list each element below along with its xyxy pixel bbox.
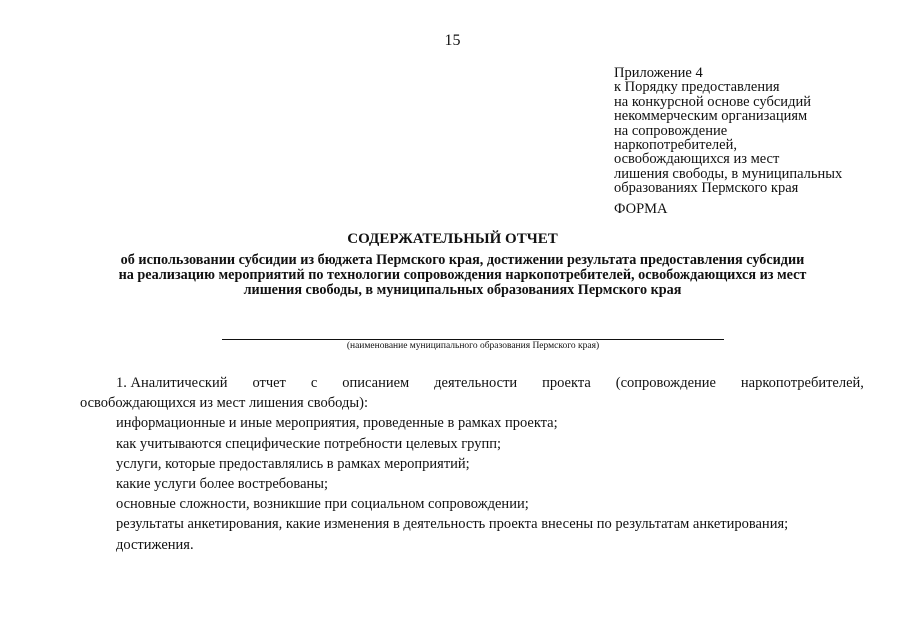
subtitle-line: на реализацию мероприятий по технологии сопровождения наркопотребителей, освобождающихся из мест <box>118 267 807 283</box>
paragraph-word: 1. Аналитический <box>116 375 228 391</box>
paragraph-1-continuation: освобождающихся из мест лишения свободы): <box>80 395 368 412</box>
appendix-line: некоммерческим организациям <box>614 108 808 125</box>
report-item: результаты анкетирования, какие изменения в деятельность проекта внесены по результатам анкетирования; <box>116 516 789 533</box>
form-label: ФОРМА <box>614 201 668 217</box>
appendix-line: на конкурсной основе субсидий <box>614 93 811 110</box>
subtitle-line: об использовании субсидии из бюджета Пермского края, достижении результата предоставления субсидии <box>120 252 805 268</box>
document-subtitle <box>60 253 865 298</box>
document-title: СОДЕРЖАТЕЛЬНЫЙ ОТЧЕТ <box>347 231 558 247</box>
paragraph-word: проекта <box>542 375 591 391</box>
appendix-line: Приложение 4 <box>614 65 703 81</box>
appendix-line: к Порядку предоставления <box>614 79 780 96</box>
report-item: информационные и иные мероприятия, проведенные в рамках проекта; <box>116 415 558 432</box>
paragraph-1-first-line <box>80 373 864 393</box>
paragraph-word: с <box>310 375 318 391</box>
report-item: достижения. <box>116 536 194 553</box>
paragraph-word: описанием <box>342 375 410 391</box>
paragraph-word: деятельности <box>434 375 518 391</box>
report-item: как учитываются специфические потребности целевых групп; <box>116 435 502 452</box>
paragraph-word: (сопровождение <box>615 375 716 391</box>
report-item: основные сложности, возникшие при социальном сопровождении; <box>116 496 529 513</box>
appendix-line: лишения свободы, в муниципальных <box>614 165 843 182</box>
appendix-line: наркопотребителей, <box>614 137 737 154</box>
page-number: 15 <box>444 32 461 49</box>
paragraph-word: отчет <box>252 375 286 391</box>
appendix-line: образованиях Пермского края <box>614 180 799 197</box>
paragraph-word: наркопотребителей, <box>740 375 864 391</box>
appendix-line: освобождающихся из мест <box>614 151 780 168</box>
report-item: какие услуги более востребованы; <box>116 476 329 493</box>
municipality-name-caption: (наименование муниципального образования Пермского края) <box>346 341 600 351</box>
appendix-block <box>614 66 894 196</box>
appendix-line: на сопровождение <box>614 122 728 139</box>
report-item: услуги, которые предоставлялись в рамках мероприятий; <box>116 455 470 472</box>
report-body <box>80 373 864 555</box>
municipality-name-line <box>222 339 724 340</box>
subtitle-line: лишения свободы, в муниципальных образованиях Пермского края <box>243 282 682 298</box>
